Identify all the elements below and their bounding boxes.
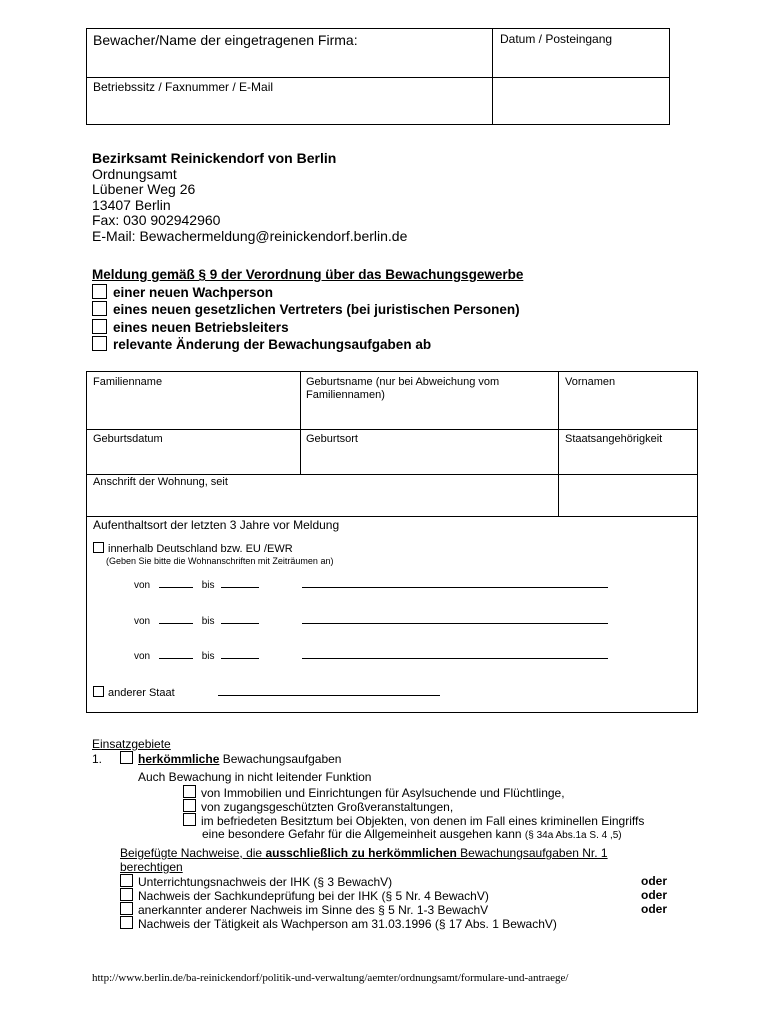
- from-input[interactable]: [159, 587, 193, 588]
- proof-label: anerkannter anderer Nachweis im Sinne des § 5 Nr. 1-3 BewachV: [138, 903, 489, 917]
- sub-reference: (§ 34a Abs.1a S. 4 ,5): [524, 830, 622, 841]
- checkbox[interactable]: [92, 301, 107, 316]
- address-input[interactable]: [302, 623, 608, 624]
- person-row-divider-1: [86, 429, 698, 430]
- birth-place-label: Geburtsort: [306, 433, 358, 445]
- birth-place-field[interactable]: [306, 433, 358, 445]
- footer-url[interactable]: http://www.berlin.de/ba-reinickendorf/politik-und-verwaltung/aemter/ordnungsamt/formulare-und-antraege/: [92, 972, 569, 984]
- from-input[interactable]: [159, 658, 193, 659]
- proof-other[interactable]: [120, 902, 488, 917]
- option-label: eines neuen gesetzlichen Vertreters (bei juristischen Personen): [113, 302, 520, 317]
- other-state-option[interactable]: [93, 686, 440, 699]
- proofs-intro-suffix: Bewachungsaufgaben Nr. 1 berechtigen: [120, 846, 608, 874]
- first-names-label: Vornamen: [565, 376, 616, 388]
- first-names-field[interactable]: [565, 376, 615, 388]
- checkbox[interactable]: [183, 813, 196, 826]
- address-input[interactable]: [302, 587, 608, 588]
- checkbox[interactable]: [120, 751, 133, 764]
- proof-or: oder: [641, 902, 668, 916]
- residence-domestic-label: innerhalb Deutschland bzw. EU /EWR: [108, 543, 293, 555]
- to-label: bis: [201, 580, 215, 591]
- proof-label: Unterrichtungsnachweis der IHK (§ 3 BewachV): [138, 875, 393, 889]
- residential-address-field[interactable]: [93, 476, 228, 488]
- notice-heading: Meldung gemäß § 9 der Verordnung über das Bewachungsgewerbe: [92, 267, 524, 282]
- checkbox[interactable]: [120, 916, 133, 929]
- notice-option-task-change[interactable]: [92, 336, 523, 354]
- residence-domestic-option[interactable]: [93, 542, 293, 555]
- birth-date-label: Geburtsdatum: [93, 433, 163, 445]
- option-label: einer neuen Wachperson: [113, 284, 274, 300]
- sub-option-continuation: [202, 827, 622, 841]
- other-state-input[interactable]: [218, 695, 440, 696]
- birth-name-label: Geburtsname (nur bei Abweichung vom Familiennamen): [306, 376, 500, 401]
- recipient-department: Ordnungsamt: [92, 165, 177, 182]
- deployment-heading: Einsatzgebiete: [92, 737, 171, 751]
- checkbox[interactable]: [93, 686, 104, 697]
- recipient-street: Lübener Weg 26: [92, 181, 196, 198]
- deployment-item-number: 1.: [92, 752, 103, 766]
- checkbox[interactable]: [92, 284, 107, 299]
- proof-or: oder: [641, 888, 668, 902]
- recipient-address: [92, 151, 407, 245]
- notice-option-new-representative[interactable]: [92, 301, 523, 319]
- recipient-city: 13407 Berlin: [92, 196, 171, 213]
- notice-option-new-manager[interactable]: [92, 319, 523, 337]
- sub-option-property[interactable]: [183, 813, 644, 828]
- proof-ihk-exam[interactable]: [120, 888, 489, 903]
- company-address-field[interactable]: [93, 80, 273, 94]
- checkbox[interactable]: [183, 785, 196, 798]
- birth-name-field[interactable]: [306, 376, 546, 402]
- sub-option-events[interactable]: [183, 799, 453, 814]
- birth-date-field[interactable]: [93, 433, 163, 445]
- notice-option-new-guard[interactable]: [92, 284, 523, 302]
- person-row-divider-3: [86, 516, 698, 517]
- conventional-bold-label: herkömmliche: [138, 752, 220, 766]
- residential-address-label: Anschrift der Wohnung, seit: [93, 476, 228, 488]
- option-label: eines neuen Betriebsleiters: [113, 319, 289, 335]
- checkbox[interactable]: [92, 336, 107, 351]
- conventional-tasks-option[interactable]: [120, 751, 341, 766]
- to-input[interactable]: [221, 587, 259, 588]
- to-label: bis: [201, 616, 215, 627]
- recipient-fax: Fax: 030 902942960: [92, 212, 221, 229]
- residence-period-row[interactable]: [134, 580, 614, 591]
- sub-continuation-text: eine besondere Gefahr für die Allgemeinheit ausgehen kann: [202, 827, 522, 841]
- address-input[interactable]: [302, 658, 608, 659]
- to-label: bis: [201, 651, 215, 662]
- header-divider-h: [86, 77, 670, 78]
- from-label: von: [134, 580, 151, 591]
- surname-field[interactable]: [93, 376, 162, 388]
- checkbox[interactable]: [120, 888, 133, 901]
- proofs-intro-bold: ausschließlich zu herkömmlichen: [265, 846, 457, 860]
- proof-or: oder: [641, 874, 668, 888]
- sub-option-label: von Immobilien und Einrichtungen für Asylsuchende und Flüchtlinge,: [201, 786, 565, 800]
- checkbox[interactable]: [183, 799, 196, 812]
- other-state-label: anderer Staat: [108, 687, 175, 699]
- company-name-label: Bewacher/Name der eingetragenen Firma:: [93, 32, 358, 48]
- proofs-intro-prefix: Beigefügte Nachweise, die: [120, 846, 266, 860]
- sub-option-label: im befriedeten Besitztum bei Objekten, von denen im Fall eines kriminellen Eingriffs: [201, 814, 645, 828]
- sub-option-asylum[interactable]: [183, 785, 565, 800]
- proof-label: Nachweis der Sachkundeprüfung bei der IHK (§ 5 Nr. 4 BewachV): [138, 889, 489, 903]
- person-row-divider-2: [86, 474, 698, 475]
- nationality-label: Staatsangehörigkeit: [565, 433, 663, 445]
- residence-hint: (Geben Sie bitte die Wohnanschriften mit Zeiträumen an): [106, 556, 334, 566]
- date-received-field[interactable]: [500, 32, 612, 46]
- conventional-rest-label: Bewachungsaufgaben: [219, 752, 342, 766]
- from-label: von: [134, 651, 151, 662]
- recipient-email: E-Mail: Bewachermeldung@reinickendorf.berlin.de: [92, 227, 408, 244]
- sub-option-label: von zugangsgeschützten Großveranstaltungen,: [201, 800, 454, 814]
- from-label: von: [134, 616, 151, 627]
- notice-section: [92, 267, 523, 354]
- company-address-label: Betriebssitz / Faxnummer / E-Mail: [93, 80, 274, 94]
- non-leading-label: Auch Bewachung in nicht leitender Funktion: [138, 770, 372, 784]
- surname-label: Familienname: [93, 376, 163, 388]
- proofs-intro: [120, 846, 660, 874]
- proof-activity-1996[interactable]: [120, 916, 557, 931]
- nationality-field[interactable]: [565, 433, 662, 445]
- residence-period-row[interactable]: [134, 616, 614, 627]
- option-label: relevante Änderung der Bewachungsaufgaben ab: [113, 337, 432, 352]
- proof-ihk-instruction[interactable]: [120, 874, 392, 889]
- company-name-field[interactable]: [93, 32, 358, 48]
- checkbox[interactable]: [120, 902, 133, 915]
- from-input[interactable]: [159, 623, 193, 624]
- to-input[interactable]: [221, 623, 259, 624]
- proof-label: Nachweis der Tätigkeit als Wachperson am 31.03.1996 (§ 17 Abs. 1 BewachV): [138, 917, 557, 931]
- residence-period-row[interactable]: [134, 651, 614, 662]
- date-received-label: Datum / Posteingang: [500, 32, 613, 46]
- person-col-divider-1: [300, 371, 301, 474]
- checkbox[interactable]: [92, 319, 107, 334]
- recipient-name: Bezirksamt Reinickendorf von Berlin: [92, 150, 337, 166]
- to-input[interactable]: [221, 658, 259, 659]
- checkbox[interactable]: [93, 542, 104, 553]
- residence-title: Aufenthaltsort der letzten 3 Jahre vor Meldung: [93, 518, 340, 532]
- checkbox[interactable]: [120, 874, 133, 887]
- person-col-divider-2: [558, 371, 559, 517]
